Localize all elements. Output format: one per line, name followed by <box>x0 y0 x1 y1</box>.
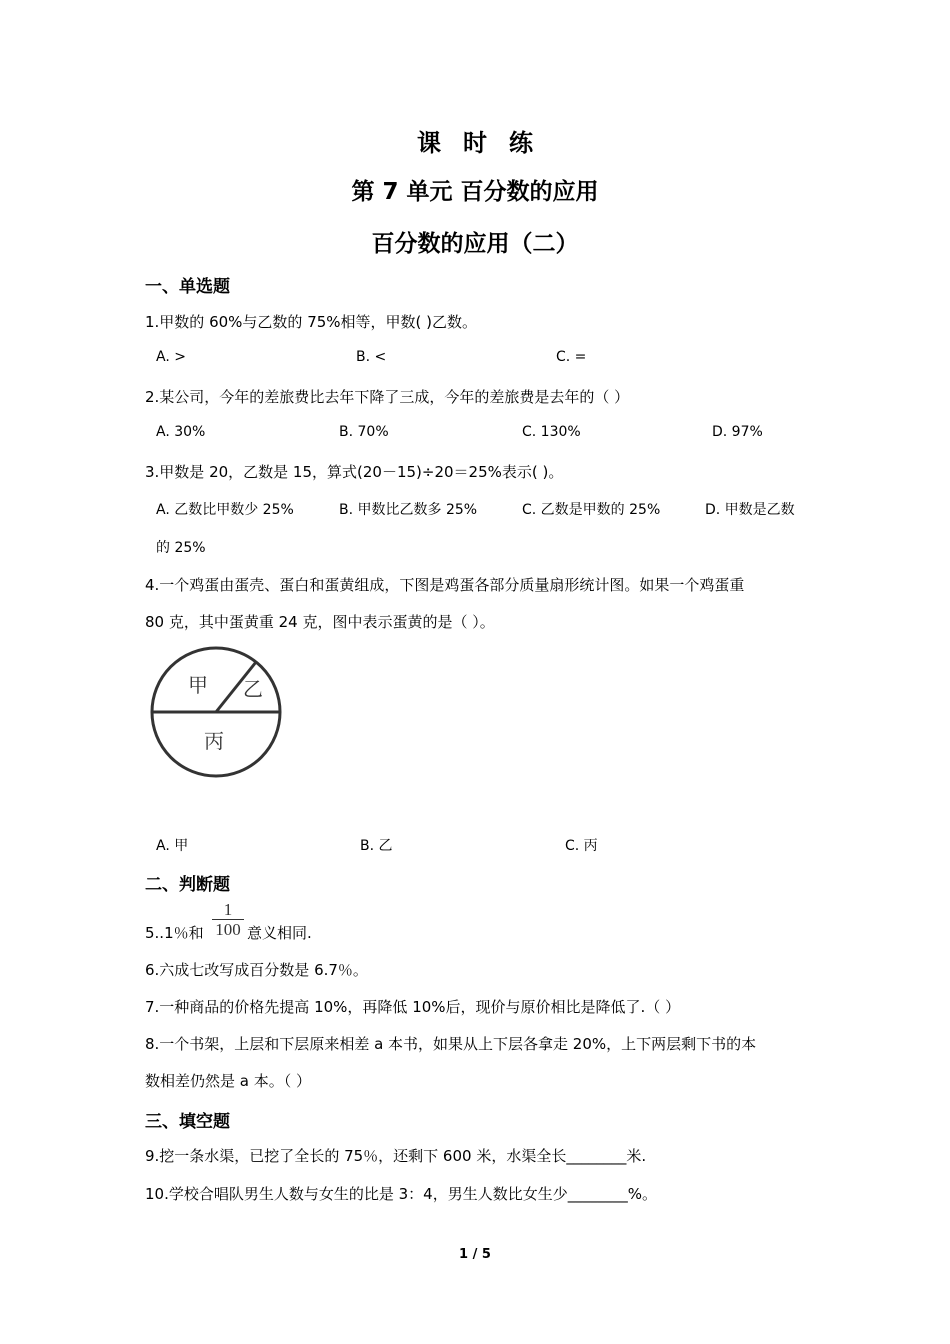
question-7-text: 7.一种商品的价格先提高 10%，再降低 10%后，现价与原价相比是降低了.（ ） <box>145 998 681 1016</box>
pie-label-yi: 乙 <box>243 677 263 701</box>
question-1-option-a: A. > <box>156 349 186 365</box>
fraction-one-hundredth <box>212 901 244 938</box>
question-2-option-d: D. 97% <box>712 424 763 440</box>
question-1-option-c: C. = <box>556 349 587 365</box>
worksheet-title: 课时练 <box>417 129 555 157</box>
question-3-option-d-continued: 的 25% <box>156 540 206 556</box>
question-1-text: 1.甲数的 60%与乙数的 75%相等，甲数( )乙数。 <box>145 313 478 331</box>
question-6-text: 6.六成七改写成百分数是 6.7％。 <box>145 961 368 979</box>
question-4-option-c: C. 丙 <box>565 838 598 854</box>
question-4-text-line-1: 4.一个鸡蛋由蛋壳、蛋白和蛋黄组成，下图是鸡蛋各部分质量扇形统计图。如果一个鸡蛋重 <box>145 576 745 594</box>
question-3-option-c: C. 乙数是甲数的 25% <box>522 502 661 518</box>
question-3-option-d: D. 甲数是乙数 <box>705 502 795 518</box>
question-10-text: 10.学校合唱队男生人数与女生的比是 3：4，男生人数比女生少________%。 <box>145 1185 657 1203</box>
lesson-title: 百分数的应用（二） <box>371 231 579 257</box>
question-2-option-c: C. 130% <box>522 424 581 440</box>
egg-composition-pie-chart <box>148 646 288 780</box>
question-8-text-line-1: 8.一个书架，上层和下层原来相差 a 本书，如果从上下层各拿走 20%，上下两层剩下书的本 <box>145 1035 757 1053</box>
question-4-text-line-2: 80 克，其中蛋黄重 24 克，图中表示蛋黄的是（ ）。 <box>145 613 495 631</box>
question-8-text-line-2: 数相差仍然是 a 本。（ ） <box>145 1072 311 1090</box>
section-heading-true-false: 二、判断题 <box>145 875 230 895</box>
question-4-option-b: B. 乙 <box>360 838 393 854</box>
section-heading-fill-blank: 三、填空题 <box>145 1112 230 1132</box>
page-number: 1 / 5 <box>459 1247 491 1262</box>
question-3-option-a: A. 乙数比甲数少 25% <box>156 502 294 518</box>
section-heading-single-choice: 一、单选题 <box>145 277 230 297</box>
pie-label-bing: 丙 <box>204 729 224 753</box>
question-5-text-end: 意义相同. <box>247 924 312 942</box>
question-9-text: 9.挖一条水渠，已挖了全长的 75％，还剩下 600 米，水渠全长________米. <box>145 1147 647 1165</box>
unit-title: 第 7 单元 百分数的应用 <box>351 179 599 205</box>
question-3-option-b: B. 甲数比乙数多 25% <box>339 502 478 518</box>
question-2-option-b: B. 70% <box>339 424 389 440</box>
question-1-option-b: B. < <box>356 349 387 365</box>
question-2-text: 2.某公司，今年的差旅费比去年下降了三成，今年的差旅费是去年的（ ） <box>145 388 630 406</box>
question-3-text: 3.甲数是 20，乙数是 15，算式(20－15)÷20＝25%表示( )。 <box>145 463 564 481</box>
question-4-option-a: A. 甲 <box>156 838 189 854</box>
pie-label-jia: 甲 <box>188 673 208 697</box>
question-2-option-a: A. 30% <box>156 424 206 440</box>
question-5-text-start: 5..1％和 <box>145 924 204 942</box>
fraction-numerator: 1 <box>223 900 233 919</box>
fraction-denominator: 100 <box>215 920 241 939</box>
